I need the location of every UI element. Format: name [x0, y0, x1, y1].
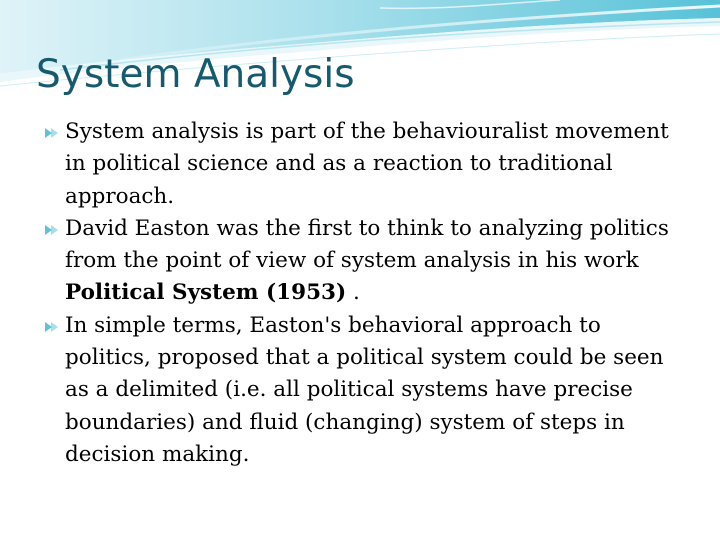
arrow-bullet-icon — [44, 320, 60, 334]
slide-title: System Analysis — [36, 52, 355, 97]
arrow-bullet-icon — [44, 223, 60, 237]
bullet-item — [44, 116, 684, 213]
bullet-list — [44, 116, 684, 471]
bullet-text: In simple terms, Easton's behavioral approach to politics, proposed that a political system could be seen as a delimited (i.e. all political systems have precise boundaries) and fluid (changing) system of steps in decision making. — [65, 312, 664, 467]
arrow-bullet-icon — [44, 126, 60, 140]
bullet-text-end: . — [346, 280, 360, 306]
bullet-text: System analysis is part of the behaviouralist movement in political science and as a reaction to traditional approach. — [65, 119, 669, 209]
bullet-item — [44, 310, 684, 471]
bullet-item — [44, 213, 684, 310]
bullet-text: David Easton was the first to think to analyzing politics from the point of view of system analysis in his work — [65, 215, 669, 274]
book-title: Political System (1953) — [65, 280, 347, 306]
